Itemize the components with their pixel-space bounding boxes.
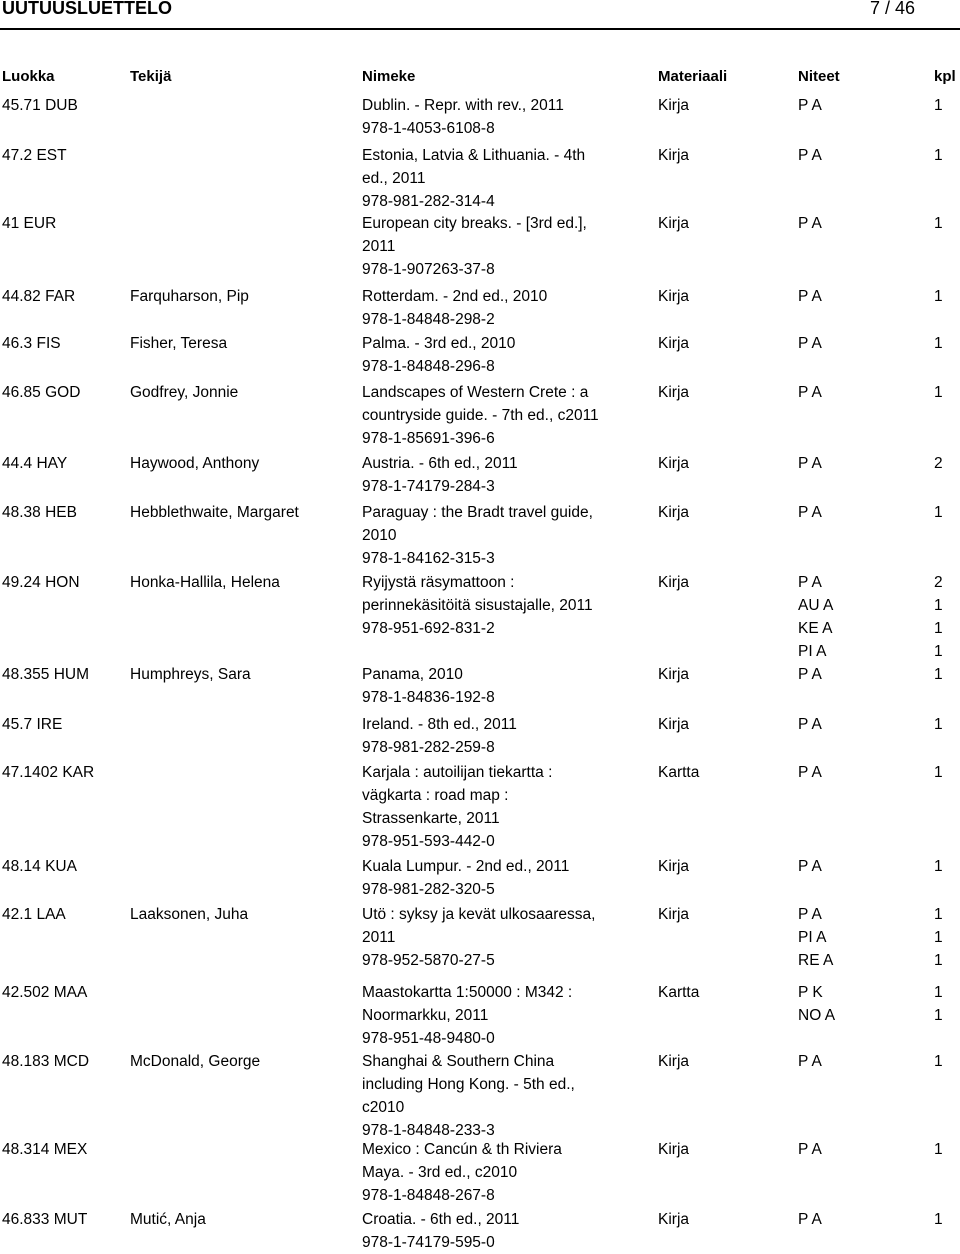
cell-niteet <box>798 1050 822 1073</box>
cell-kpl <box>934 1050 943 1073</box>
niteet-location: AU A <box>798 597 834 614</box>
cell-niteet <box>798 713 822 736</box>
cell-materiaali: Kirja <box>658 288 690 305</box>
cell-nimeke <box>362 332 652 378</box>
cell-luokka: 47.1402 KAR <box>2 764 95 781</box>
cell-materiaali: Kirja <box>658 574 690 591</box>
column-header-tekija: Tekijä <box>130 68 172 85</box>
kpl-count: 1 <box>934 984 943 1001</box>
cell-luokka: 47.2 EST <box>2 147 67 164</box>
kpl-count: 1 <box>934 1141 943 1158</box>
niteet-location: NO A <box>798 1007 836 1024</box>
cell-kpl <box>934 144 943 167</box>
kpl-count: 1 <box>934 952 943 969</box>
nimeke-line: 978-981-282-320-5 <box>362 881 495 898</box>
cell-nimeke <box>362 1138 652 1207</box>
kpl-count: 1 <box>934 929 943 946</box>
cell-luokka: 44.82 FAR <box>2 288 76 305</box>
cell-nimeke <box>362 452 652 498</box>
cell-luokka: 45.7 IRE <box>2 716 63 733</box>
kpl-count: 1 <box>934 504 943 521</box>
cell-niteet <box>798 1138 822 1161</box>
kpl-count: 1 <box>934 858 943 875</box>
cell-kpl <box>934 855 943 878</box>
cell-kpl <box>934 501 943 524</box>
cell-nimeke <box>362 212 652 281</box>
cell-tekija: Humphreys, Sara <box>130 666 251 683</box>
nimeke-line: including Hong Kong. - 5th ed., <box>362 1076 575 1093</box>
nimeke-line: Paraguay : the Bradt travel guide, <box>362 504 593 521</box>
nimeke-line: Ryijystä räsymattoon : <box>362 574 515 591</box>
nimeke-line: 2011 <box>362 238 396 255</box>
nimeke-line: Ireland. - 8th ed., 2011 <box>362 716 517 733</box>
niteet-location: P A <box>798 666 822 683</box>
nimeke-line: 978-951-593-442-0 <box>362 833 495 850</box>
cell-materiaali: Kirja <box>658 97 690 114</box>
kpl-count: 1 <box>934 1211 943 1228</box>
nimeke-line: 978-951-692-831-2 <box>362 620 495 637</box>
nimeke-line: 978-1-74179-595-0 <box>362 1234 495 1251</box>
nimeke-line: perinnekäsitöitä sisustajalle, 2011 <box>362 597 593 614</box>
niteet-location: P A <box>798 147 822 164</box>
cell-niteet <box>798 144 822 167</box>
cell-luokka: 46.85 GOD <box>2 384 81 401</box>
cell-luokka: 49.24 HON <box>2 574 80 591</box>
cell-tekija: Laaksonen, Juha <box>130 906 249 923</box>
nimeke-line: Croatia. - 6th ed., 2011 <box>362 1211 520 1228</box>
kpl-count: 1 <box>934 1053 943 1070</box>
cell-luokka: 45.71 DUB <box>2 97 78 114</box>
niteet-location: P A <box>798 764 822 781</box>
kpl-count: 1 <box>934 288 943 305</box>
cell-niteet <box>798 855 822 878</box>
cell-kpl <box>934 713 943 736</box>
cell-nimeke <box>362 903 652 972</box>
nimeke-line: countryside guide. - 7th ed., c2011 <box>362 407 599 424</box>
niteet-location: P A <box>798 858 822 875</box>
nimeke-line: Shanghai & Southern China <box>362 1053 555 1070</box>
nimeke-line: 978-1-84848-233-3 <box>362 1122 495 1139</box>
header-rule <box>0 28 960 30</box>
cell-kpl <box>934 571 943 663</box>
cell-niteet <box>798 663 822 686</box>
kpl-count: 2 <box>934 574 943 591</box>
cell-materiaali: Kirja <box>658 716 690 733</box>
cell-luokka: 48.355 HUM <box>2 666 90 683</box>
nimeke-line: 978-1-85691-396-6 <box>362 430 495 447</box>
cell-kpl <box>934 381 943 404</box>
niteet-location: KE A <box>798 620 833 637</box>
column-header-luokka: Luokka <box>2 68 55 85</box>
cell-luokka: 41 EUR <box>2 215 57 232</box>
cell-kpl <box>934 332 943 355</box>
cell-kpl <box>934 663 943 686</box>
cell-niteet <box>798 212 822 235</box>
kpl-count: 1 <box>934 643 943 660</box>
nimeke-line: Noormarkku, 2011 <box>362 1007 489 1024</box>
cell-niteet <box>798 1208 822 1231</box>
cell-niteet <box>798 452 822 475</box>
cell-tekija: Farquharson, Pip <box>130 288 249 305</box>
nimeke-line: Panama, 2010 <box>362 666 463 683</box>
cell-materiaali: Kirja <box>658 384 690 401</box>
niteet-location: P A <box>798 1141 822 1158</box>
nimeke-line: Palma. - 3rd ed., 2010 <box>362 335 516 352</box>
niteet-location: P A <box>798 574 822 591</box>
cell-kpl <box>934 761 943 784</box>
niteet-location: P A <box>798 504 822 521</box>
nimeke-line: Utö : syksy ja kevät ulkosaaressa, <box>362 906 596 923</box>
niteet-location: P A <box>798 288 822 305</box>
kpl-count: 1 <box>934 384 943 401</box>
cell-tekija: Honka-Hallila, Helena <box>130 574 280 591</box>
column-header-kpl: kpl <box>934 68 956 85</box>
cell-materiaali: Kirja <box>658 906 690 923</box>
cell-tekija: Haywood, Anthony <box>130 455 260 472</box>
nimeke-line: c2010 <box>362 1099 405 1116</box>
cell-materiaali: Kirja <box>658 455 690 472</box>
kpl-count: 1 <box>934 666 943 683</box>
niteet-location: RE A <box>798 952 834 969</box>
cell-materiaali: Kirja <box>658 335 690 352</box>
nimeke-line: Mexico : Cancún & th Riviera <box>362 1141 562 1158</box>
cell-kpl <box>934 452 943 475</box>
nimeke-line: Strassenkarte, 2011 <box>362 810 500 827</box>
nimeke-line: 978-1-4053-6108-8 <box>362 120 495 137</box>
cell-niteet <box>798 761 822 784</box>
cell-nimeke <box>362 981 652 1050</box>
cell-niteet <box>798 501 822 524</box>
niteet-location: P A <box>798 906 822 923</box>
cell-nimeke <box>362 761 652 853</box>
cell-kpl <box>934 1208 943 1231</box>
niteet-location: P A <box>798 335 822 352</box>
kpl-count: 1 <box>934 906 943 923</box>
cell-luokka: 48.38 HEB <box>2 504 77 521</box>
cell-niteet <box>798 381 822 404</box>
cell-nimeke <box>362 855 652 901</box>
cell-kpl <box>934 1138 943 1161</box>
cell-nimeke <box>362 713 652 759</box>
cell-tekija: McDonald, George <box>130 1053 261 1070</box>
cell-materiaali: Kirja <box>658 1211 690 1228</box>
kpl-count: 1 <box>934 97 943 114</box>
cell-materiaali: Kirja <box>658 1141 690 1158</box>
kpl-count: 1 <box>934 597 943 614</box>
nimeke-line: 978-1-84848-298-2 <box>362 311 495 328</box>
kpl-count: 1 <box>934 1007 943 1024</box>
cell-luokka: 42.1 LAA <box>2 906 66 923</box>
nimeke-line: 978-951-48-9480-0 <box>362 1030 495 1047</box>
cell-nimeke <box>362 144 652 213</box>
cell-kpl <box>934 903 943 972</box>
cell-nimeke <box>362 501 652 570</box>
nimeke-line: Austria. - 6th ed., 2011 <box>362 455 518 472</box>
nimeke-line: Kuala Lumpur. - 2nd ed., 2011 <box>362 858 570 875</box>
column-header-nimeke: Nimeke <box>362 68 416 85</box>
nimeke-line: 978-1-84848-267-8 <box>362 1187 495 1204</box>
cell-materiaali: Kirja <box>658 504 690 521</box>
column-header-niteet: Niteet <box>798 68 840 85</box>
niteet-location: P A <box>798 716 822 733</box>
cell-luokka: 42.502 MAA <box>2 984 88 1001</box>
cell-luokka: 44.4 HAY <box>2 455 68 472</box>
cell-kpl <box>934 285 943 308</box>
cell-niteet <box>798 332 822 355</box>
nimeke-line: 978-1-74179-284-3 <box>362 478 495 495</box>
nimeke-line: vägkarta : road map : <box>362 787 509 804</box>
cell-niteet <box>798 903 833 972</box>
nimeke-line: 978-981-282-259-8 <box>362 739 495 756</box>
kpl-count: 2 <box>934 455 943 472</box>
cell-luokka: 46.3 FIS <box>2 335 61 352</box>
nimeke-line: 978-1-907263-37-8 <box>362 261 495 278</box>
kpl-count: 1 <box>934 620 943 637</box>
kpl-count: 1 <box>934 147 943 164</box>
cell-niteet <box>798 94 822 117</box>
nimeke-line: 978-981-282-314-4 <box>362 193 495 210</box>
cell-kpl <box>934 981 943 1027</box>
cell-niteet <box>798 981 835 1027</box>
niteet-location: P A <box>798 1053 822 1070</box>
nimeke-line: 978-952-5870-27-5 <box>362 952 495 969</box>
cell-luokka: 46.833 MUT <box>2 1211 88 1228</box>
column-header-materiaali: Materiaali <box>658 68 728 85</box>
niteet-location: P A <box>798 1211 822 1228</box>
cell-tekija: Hebblethwaite, Margaret <box>130 504 299 521</box>
cell-tekija: Godfrey, Jonnie <box>130 384 239 401</box>
cell-nimeke <box>362 571 652 640</box>
nimeke-line: Maastokartta 1:50000 : M342 : <box>362 984 573 1001</box>
niteet-location: PI A <box>798 929 827 946</box>
kpl-count: 1 <box>934 335 943 352</box>
niteet-location: PI A <box>798 643 827 660</box>
nimeke-line: 978-1-84836-192-8 <box>362 689 495 706</box>
page-title: UUTUUSLUETTELO <box>2 0 172 18</box>
cell-nimeke <box>362 1208 652 1254</box>
nimeke-line: 978-1-84848-296-8 <box>362 358 495 375</box>
nimeke-line: 978-1-84162-315-3 <box>362 550 495 567</box>
cell-materiaali: Kirja <box>658 1053 690 1070</box>
cell-kpl <box>934 212 943 235</box>
cell-materiaali: Kirja <box>658 666 690 683</box>
cell-luokka: 48.14 KUA <box>2 858 77 875</box>
nimeke-line: Karjala : autoilijan tiekartta : <box>362 764 553 781</box>
cell-nimeke <box>362 94 652 140</box>
cell-nimeke <box>362 381 652 450</box>
cell-tekija: Fisher, Teresa <box>130 335 228 352</box>
nimeke-line: Landscapes of Western Crete : a <box>362 384 589 401</box>
cell-materiaali: Kirja <box>658 147 690 164</box>
nimeke-line: 2011 <box>362 929 396 946</box>
kpl-count: 1 <box>934 764 943 781</box>
kpl-count: 1 <box>934 716 943 733</box>
niteet-location: P A <box>798 215 822 232</box>
nimeke-line: European city breaks. - [3rd ed.], <box>362 215 587 232</box>
cell-materiaali: Kartta <box>658 984 700 1001</box>
nimeke-line: Estonia, Latvia & Lithuania. - 4th <box>362 147 586 164</box>
cell-niteet <box>798 571 833 663</box>
nimeke-line: 2010 <box>362 527 397 544</box>
cell-luokka: 48.314 MEX <box>2 1141 88 1158</box>
cell-niteet <box>798 285 822 308</box>
niteet-location: P A <box>798 384 822 401</box>
page-number: 7 / 46 <box>870 0 916 18</box>
cell-materiaali: Kartta <box>658 764 700 781</box>
cell-nimeke <box>362 285 652 331</box>
nimeke-line: ed., 2011 <box>362 170 426 187</box>
cell-nimeke <box>362 1050 652 1142</box>
niteet-location: P A <box>798 455 822 472</box>
nimeke-line: Dublin. - Repr. with rev., 2011 <box>362 97 564 114</box>
nimeke-line: Maya. - 3rd ed., c2010 <box>362 1164 518 1181</box>
niteet-location: P K <box>798 984 823 1001</box>
nimeke-line: Rotterdam. - 2nd ed., 2010 <box>362 288 548 305</box>
cell-materiaali: Kirja <box>658 858 690 875</box>
niteet-location: P A <box>798 97 822 114</box>
kpl-count: 1 <box>934 215 943 232</box>
cell-luokka: 48.183 MCD <box>2 1053 90 1070</box>
cell-kpl <box>934 94 943 117</box>
cell-materiaali: Kirja <box>658 215 690 232</box>
cell-tekija: Mutić, Anja <box>130 1211 206 1228</box>
cell-nimeke <box>362 663 652 709</box>
